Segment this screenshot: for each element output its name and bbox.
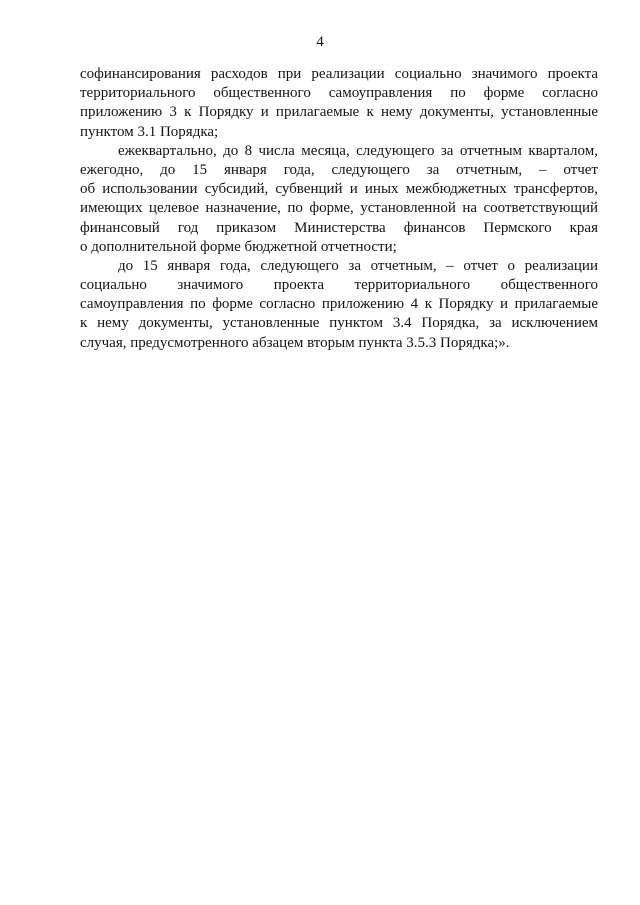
text-line: имеющих целевое назначение, по форме, установленной на соответствующий — [80, 200, 598, 217]
text-line: к нему документы, установленные пунктом 3.4 Порядка, за исключением — [80, 315, 598, 332]
paragraph-1 — [80, 65, 598, 142]
text-line: социально значимого проекта территориального общественного — [80, 277, 598, 294]
text-line: о дополнительной форме бюджетной отчетности; — [80, 238, 397, 255]
text-line: об использовании субсидий, субвенций и иных межбюджетных трансфертов, — [80, 181, 598, 198]
text-line: финансовый год приказом Министерства финансов Пермского края — [80, 219, 598, 236]
text-line: ежегодно, до 15 января года, следующего за отчетным, – отчет — [80, 161, 598, 178]
text-line: самоуправления по форме согласно приложению 4 к Порядку и прилагаемые — [80, 296, 598, 313]
text-line: до 15 января года, следующего за отчетным, – отчет о реализации — [118, 257, 598, 274]
text-line: софинансирования расходов при реализации социально значимого проекта — [80, 66, 598, 82]
text-line: приложению 3 к Порядку и прилагаемые к нему документы, установленные — [80, 104, 598, 121]
text-line: случая, предусмотренного абзацем вторым пункта 3.5.3 Порядка;». — [80, 334, 510, 351]
document-body — [80, 65, 598, 353]
text-line: пунктом 3.1 Порядка; — [80, 123, 219, 140]
text-line: территориального общественного самоуправления по форме согласно — [80, 85, 598, 102]
paragraph-3 — [80, 257, 598, 353]
paragraph-2 — [80, 142, 598, 257]
page-number: 4 — [316, 34, 324, 50]
text-line: ежеквартально, до 8 числа месяца, следующего за отчетным кварталом, — [118, 142, 598, 159]
